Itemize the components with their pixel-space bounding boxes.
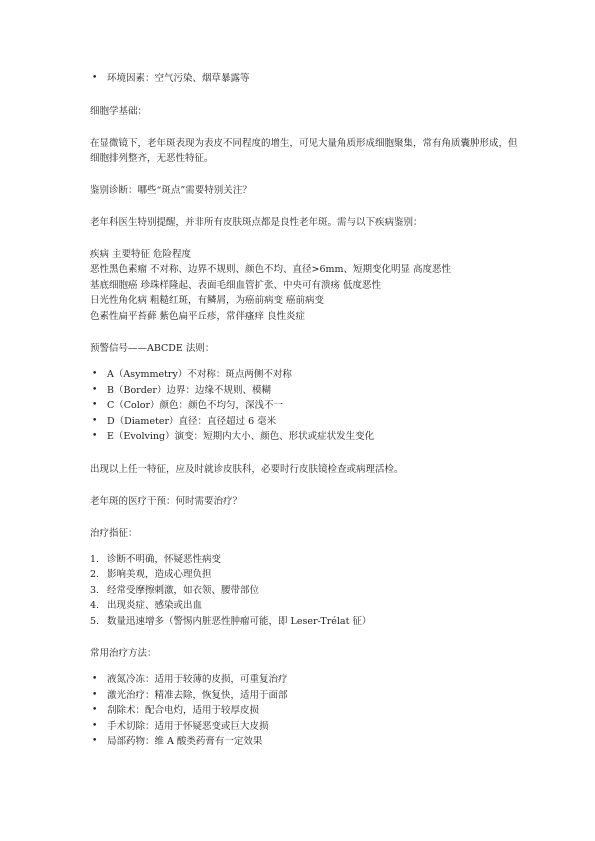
differential-intro: 老年科医生特别提醒，并非所有皮肤斑点都是良性老年斑。需与以下疾病鉴别： xyxy=(90,216,423,228)
list-item: 1. 诊断不明确，怀疑恶性病变 xyxy=(90,553,222,565)
bullet-icon: • xyxy=(92,400,98,410)
document-body xyxy=(90,71,520,750)
list-item: 3. 经常受摩擦刺激，如衣领、腰带部位 xyxy=(90,584,260,596)
bullet-icon: • xyxy=(92,736,98,746)
list-item: • 手术切除：适用于怀疑恶变或巨大皮损 xyxy=(90,719,520,735)
list-item: 4. 出现炎症、感染或出血 xyxy=(90,600,203,611)
medical-heading: 老年斑的医疗干预：何时需要治疗？ xyxy=(90,495,243,507)
bullet-icon: • xyxy=(92,415,98,426)
risk-factor-list xyxy=(90,71,520,87)
list-item: 2. 影响美观，造成心理负担 xyxy=(90,569,212,580)
bullet-icon: • xyxy=(92,384,98,395)
differential-table xyxy=(90,247,520,325)
methods-list xyxy=(90,672,520,750)
list-item: • 刮除术：配合电灼，适用于较厚皮损 xyxy=(90,703,520,719)
bullet-icon: • xyxy=(92,689,98,700)
list-item: • 液氮冷冻：适用于较薄的皮损，可重复治疗 xyxy=(90,672,520,688)
list-item: • E（Evolving）演变：短期内大小、颜色、形状或症状发生变化 xyxy=(90,429,520,445)
list-item: • 环境因素：空气污染、烟草暴露等 xyxy=(90,71,520,87)
indication-heading: 治疗指征： xyxy=(90,527,138,539)
list-item: • 激光治疗：精准去除，恢复快，适用于面部 xyxy=(90,688,520,704)
abcde-note: 出现以上任一特征，应及时就诊皮肤科，必要时行皮肤镜检查或病理活检。 xyxy=(90,463,404,475)
table-row: 基底细胞癌 珍珠样隆起、表面毛细血管扩张、中央可有溃疡 低度恶性 xyxy=(90,279,382,291)
bullet-icon: • xyxy=(92,705,98,715)
differential-heading: 鉴别诊断：哪些“斑点”需要特别关注？ xyxy=(90,184,252,196)
bullet-icon: • xyxy=(92,720,98,731)
list-item: • 局部药物：维 A 酸类药膏有一定效果 xyxy=(90,734,520,750)
table-row: 日光性角化病 粗糙红斑，有鳞屑，为癌前病变 癌前病变 xyxy=(90,295,325,306)
list-item: 5. 数量迅速增多（警惕内脏恶性肿瘤可能，即 Leser-Trélat 征） xyxy=(90,615,372,627)
list-item: • C（Color）颜色：颜色不均匀，深浅不一 xyxy=(90,398,520,414)
table-row: 色素性扁平苔藓 紫色扁平丘疹，常伴瘙痒 良性炎症 xyxy=(90,310,306,322)
bullet-icon: • xyxy=(92,73,98,83)
table-row: 疾病 主要特征 危险程度 xyxy=(90,248,192,260)
methods-heading: 常用治疗方法： xyxy=(90,648,157,659)
table-row: 恶性黑色素瘤 不对称、边界不规则、颜色不均、直径>6mm、短期变化明显 高度恶性 xyxy=(90,264,452,275)
abcde-list xyxy=(90,367,520,445)
cytology-paragraph: 在显微镜下，老年斑表现为表皮不同程度的增生，可见大量角质形成细胞聚集，常有角质囊肿形成，但细胞排列整齐，无恶性特征。 xyxy=(90,137,518,164)
indication-list xyxy=(90,552,520,630)
list-item: • A（Asymmetry）不对称：斑点两侧不对称 xyxy=(90,367,520,383)
list-item: • B（Border）边界：边缘不规则、模糊 xyxy=(90,383,520,399)
bullet-icon: • xyxy=(92,369,98,379)
cytology-heading: 细胞学基础： xyxy=(90,105,148,117)
list-item: • D（Diameter）直径：直径超过 6 毫米 xyxy=(90,414,520,430)
abcde-heading: 预警信号——ABCDE 法则： xyxy=(90,343,215,354)
bullet-icon: • xyxy=(92,674,98,684)
bullet-icon: • xyxy=(92,431,98,441)
